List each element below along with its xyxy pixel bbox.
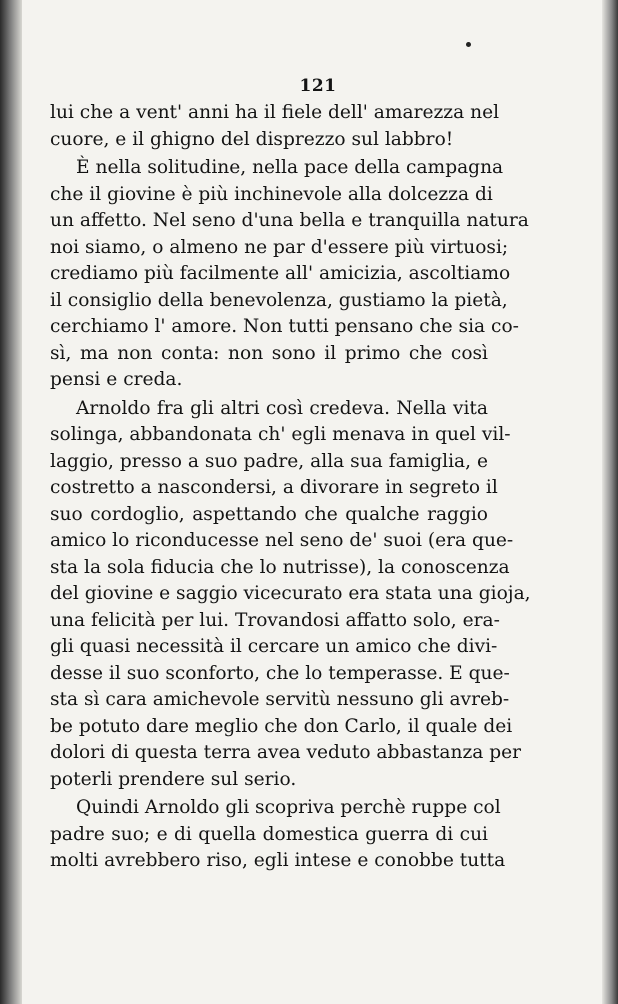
text-line: molti avrebbero riso, egli intese e conobbe tutta [50,850,506,871]
text-line: che il giovine è più inchinevole alla dolcezza di [50,183,493,205]
text-line: padre suo; e di quella domestica guerra di cui [50,823,488,845]
text-line: sì, ma non conta: non sono il primo che così [50,342,488,364]
text-line: noi siamo, o almeno ne par d'essere più virtuosi; [50,236,509,258]
body-text [50,100,531,875]
paragraph [50,795,506,875]
text-line: crediamo più facilmente all' amicizia, ascoltiamo [50,263,511,284]
text-line: dolori di questa terra avea veduto abbastanza per [50,742,522,763]
paragraph [50,155,529,394]
paragraph [50,396,531,794]
text-line: È nella solitudine, nella pace della campagna [76,157,504,178]
text-line: lui che a vent' anni ha il fiele dell' amarezza nel [50,102,500,123]
text-line: Quindi Arnoldo gli scopriva perchè ruppe col [76,797,501,818]
text-line: amico lo riconducesse nel seno de' suoi (era que- [50,530,514,551]
text-line: be potuto dare meglio che don Carlo, il quale dei [50,715,513,737]
page-binding-shadow [0,0,22,1004]
text-line: sta la sola fiducia che lo nutrisse), la conoscenza [50,556,510,578]
page-number: 121 [299,76,337,96]
text-line: del giovine e saggio vicecurato era stata una gioja, [50,583,531,604]
page-edge-shadow [602,0,618,1004]
text-line: pensi e creda. [50,369,183,390]
text-line: gli quasi necessità il cercare un amico che divi- [50,636,498,657]
text-line: cuore, e il ghigno del disprezzo sul labbro! [50,128,454,150]
text-line: sta sì cara amichevole servitù nessuno gli avreb- [50,689,510,710]
text-line: costretto a nascondersi, a divorare in segreto il [50,477,498,498]
text-line: cerchiamo l' amore. Non tutti pensano che sia co- [50,316,519,337]
ink-speck [466,42,471,47]
text-line: il consiglio della benevolenza, gustiamo la pietà, [50,289,508,311]
text-line: un affetto. Nel seno d'una bella e tranquilla natura [50,210,529,231]
text-line: suo cordoglio, aspettando che qualche raggio [50,503,488,525]
text-line: una felicità per lui. Trovandosi affatto solo, era- [50,609,500,631]
text-line: poterli prendere sul serio. [50,768,297,790]
paragraph [50,100,500,153]
text-line: laggio, presso a suo padre, alla sua famiglia, e [50,450,488,472]
text-line: desse il suo sconforto, che lo temperasse. E que- [50,662,510,684]
text-line: solinga, abbandonata ch' egli menava in quel vil- [50,424,511,445]
text-line: Arnoldo fra gli altri così credeva. Nella vita [76,397,488,419]
